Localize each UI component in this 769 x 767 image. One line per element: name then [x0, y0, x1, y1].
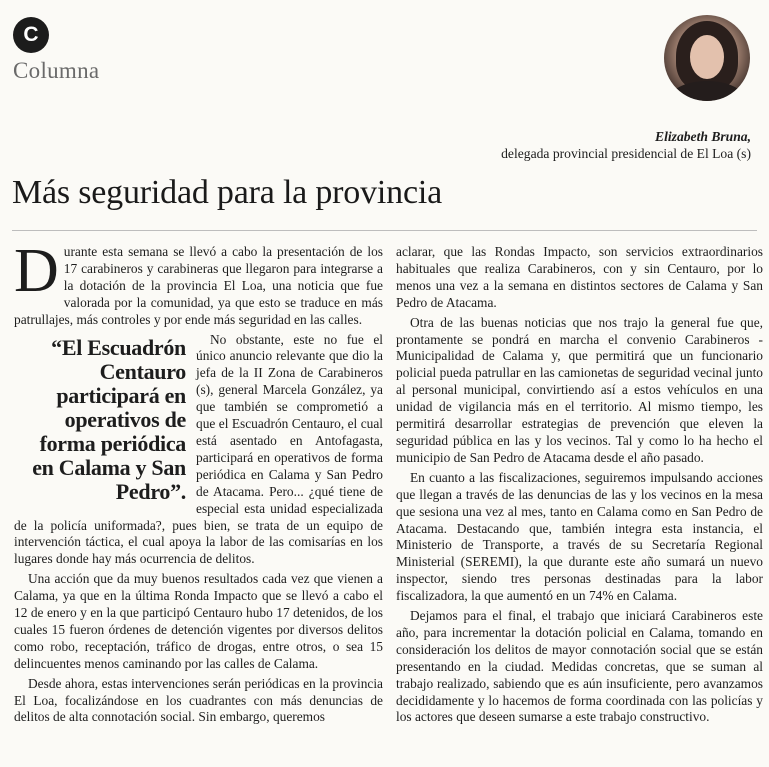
article-column-2 [396, 244, 763, 726]
article-column-1 [14, 237, 383, 726]
paragraph-7: En cuanto a las fiscalizaciones, seguiremos impulsando acciones que llegan a través de las denuncias de las y los vecinos en la mesa que sesiona una vez al mes, tanto en Calama como en San Pedro de Atacama. Destacando que, también integra esta instancia, el Ministerio de Transporte, a través de su Secretaría Regional Ministerial (SEREMI), la que durante este año sumará un nuevo inspector, siendo tres personas destinadas para la labor fiscalizadora, la que aumentó en un 74% en Calama. [396, 469, 763, 604]
paragraph-2 [14, 332, 383, 569]
drop-cap: D [14, 237, 59, 305]
author-role: delegada provincial presidencial de El Loa (s) [501, 146, 751, 161]
column-badge-icon: C [13, 17, 49, 53]
paragraph-6: Otra de las buenas noticias que nos trajo la general fue que, prontamente se pondrá en marcha el convenio Carabineros - Municipalidad de Calama y, que permitirá que un funcionario policial pueda patrullar en las camionetas de seguridad vecinal junto al personal municipal, convirtiendo así a estos vehículos en una unidad de vigilancia más en el territorio. Al mismo tiempo, les permitirá desarrollar estrategias de prevención que eleven la seguridad pública en las y los vecinos. Tal y como lo ha hecho el municipio de San Pedro de Atacama desde el año pasado. [396, 314, 763, 465]
author-name: Elizabeth Bruna, [655, 129, 751, 144]
paragraph-1 [14, 237, 383, 329]
article-headline: Más seguridad para la provincia [12, 174, 442, 211]
pull-quote: “El Escuadrón Centauro participará en operativos de forma periódica en Calama y San Pedro”. [32, 334, 186, 504]
paragraph-8: Dejamos para el final, el trabajo que iniciará Carabineros este año, para incrementar la dotación policial en Calama, tomando en consideración los delitos de mayor connotación social que se están presentando en la ciudad. Medidas concretas, que se suman al trabajo realizado, sabiendo que es aún insuficiente, pero avanzamos decididamente y lo hacemos de forma coordinada con las policías y los actores que deseen sumarse a este trabajo constructivo. [396, 608, 763, 725]
author-photo [664, 15, 750, 101]
paragraph-4: Desde ahora, estas intervenciones serán periódicas en la provincia El Loa, focalizándose en los cuadrantes con más denuncias de delitos de alta connotación social. Sin embargo, queremos [14, 675, 383, 725]
paragraph-1-text: urante esta semana se llevó a cabo la presentación de los 17 carabineros y carabineras que llegaron para integrarse a la dotación de la provincia El Loa, una noticia que fue valorada por la comunidad, ya que esto se traduce en más patrullajes, más controles y por ende más seguridad en las calles. [14, 244, 383, 327]
section-label: Columna [13, 58, 100, 83]
author-byline [501, 128, 751, 162]
headline-divider [12, 230, 757, 231]
paragraph-2-text: No obstante, este no fue el único anuncio relevante que dio la jefa de la II Zona de Carabineros (s), general Marcela González, ya que también se comprometió a que el Escuadrón Centauro, el cual está asentado en Antofagasta, participará en operativos de forma periódica en Calama y San Pedro de Atacama. Pero... ¿qué tiene de especial esta unidad especializada de la policía uniformada?, pues bien, se trata de un equipo de intervención táctica, el cual apoya la labor de las comisarías en los lugares donde hay más ocurrencia de delitos. [14, 331, 383, 567]
author-photo-face [690, 35, 724, 79]
paragraph-3: Una acción que da muy buenos resultados cada vez que vienen a Calama, ya que en la última Ronda Impacto que se llevó a cabo el 12 de enero y en la que participó Centauro hubo 17 detenidos, de los cuales 15 fueron órdenes de detención vigentes por diversos delitos como robo, receptación, tráfico de drogas, entre otros, o sea 15 delincuentes menos caminando por las calles de Calama. [14, 571, 383, 671]
author-photo-shoulders [668, 81, 746, 101]
paragraph-5: aclarar, que las Rondas Impacto, son servicios extraordinarios habituales que realiza Carabineros, con y sin Centauro, por lo menos una vez a la semana en distintos sectores de Calama y San Pedro de Atacama. [396, 244, 763, 310]
